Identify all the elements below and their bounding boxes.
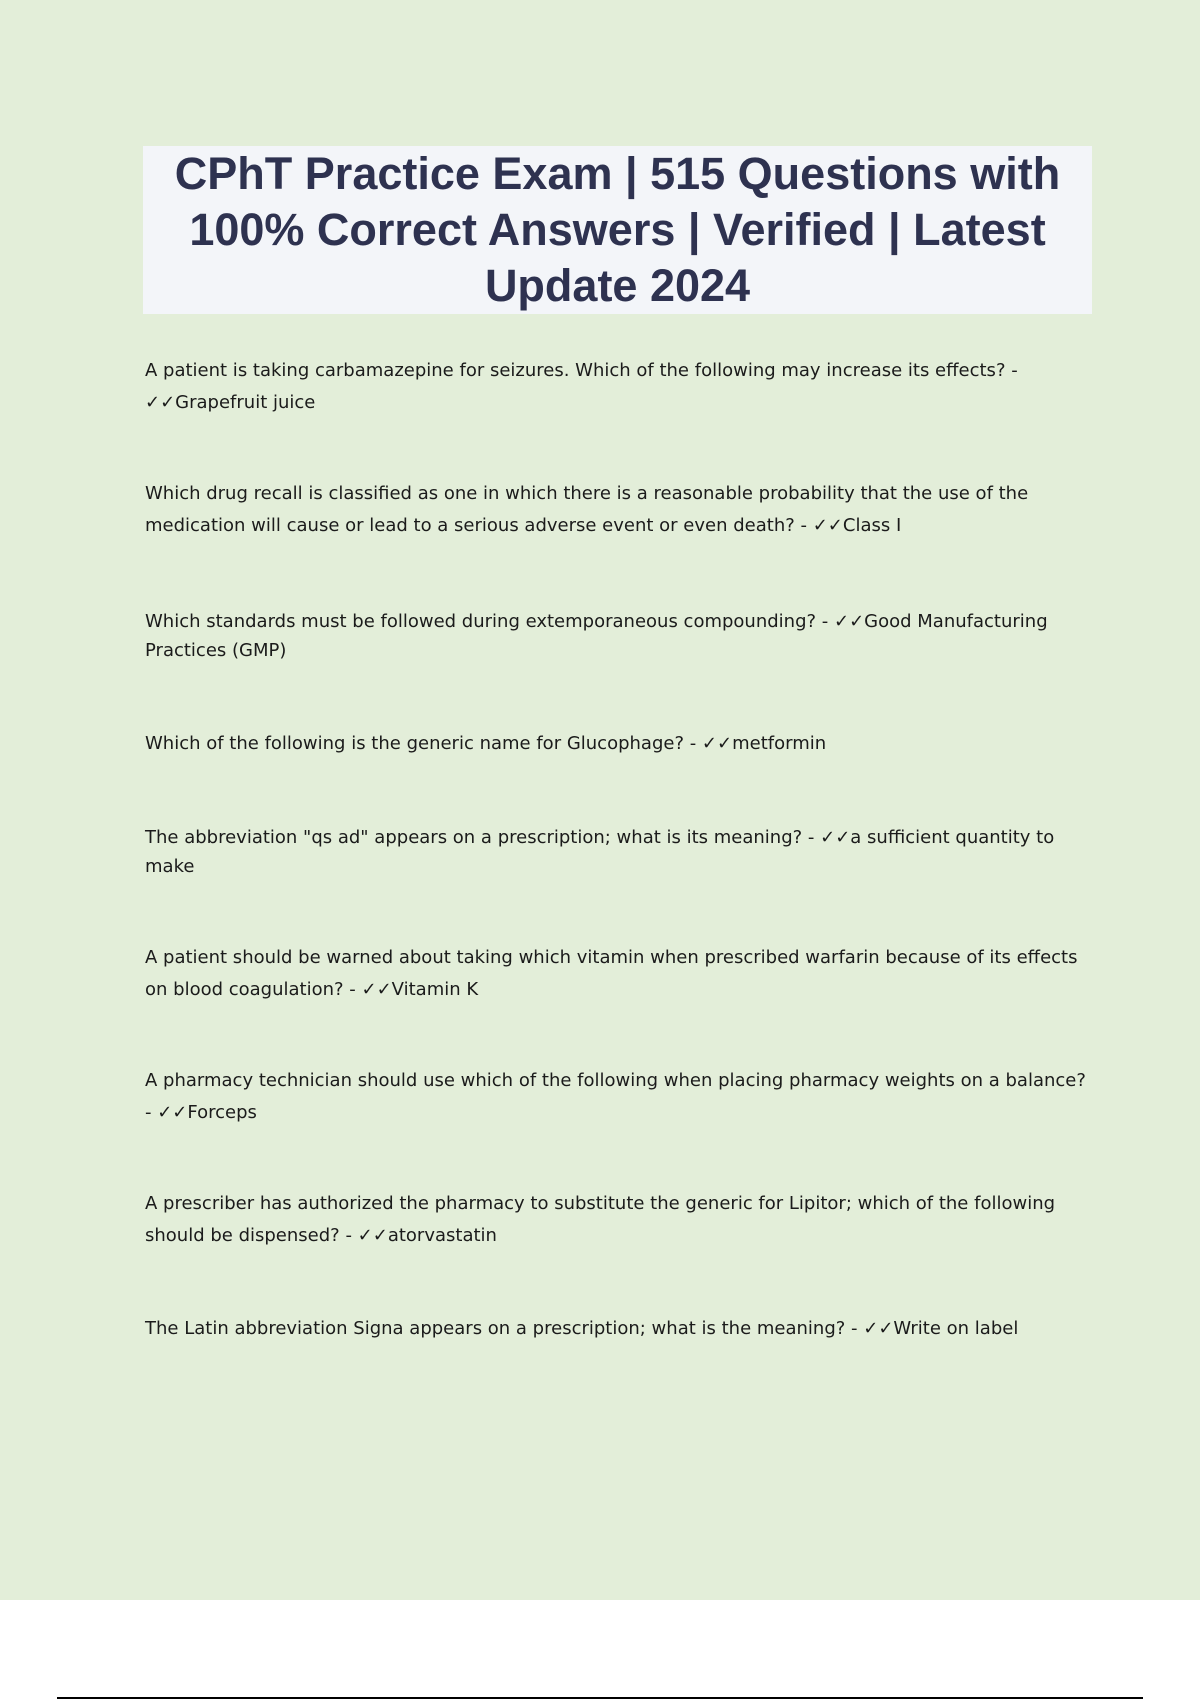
footer-divider: [57, 1697, 1143, 1699]
qa-item: A prescriber has authorized the pharmacy to substitute the generic for Lipitor; which of the following should be dispensed? - ✓✓atorvastatin: [145, 1193, 1056, 1246]
title-banner: [143, 146, 1092, 314]
qa-item: Which drug recall is classified as one in which there is a reasonable probability that the use of the medication will cause or lead to a serious adverse event or even death? - ✓✓Class I: [145, 483, 1029, 536]
qa-item: The abbreviation "qs ad" appears on a prescription; what is its meaning? - ✓✓a sufficient quantity to make: [145, 827, 1055, 877]
qa-item: A patient should be warned about taking which vitamin when prescribed warfarin because of its effects on blood coagulation? - ✓✓Vitamin K: [145, 947, 1078, 1000]
qa-item: Which standards must be followed during extemporaneous compounding? - ✓✓Good Manufacturing Practices (GMP): [145, 611, 1048, 661]
qa-item: A pharmacy technician should use which of the following when placing pharmacy weights on a balance? - ✓✓Forceps: [145, 1070, 1086, 1123]
document-title: CPhT Practice Exam | 515 Questions with 100% Correct Answers | Verified | Latest Update 2024: [174, 148, 1061, 311]
qa-item: A patient is taking carbamazepine for seizures. Which of the following may increase its effects? - ✓✓Grapefruit juice: [145, 360, 1018, 413]
qa-item: Which of the following is the generic name for Glucophage? - ✓✓metformin: [145, 733, 827, 754]
qa-item: The Latin abbreviation Signa appears on a prescription; what is the meaning? - ✓✓Write on label: [145, 1318, 1019, 1339]
